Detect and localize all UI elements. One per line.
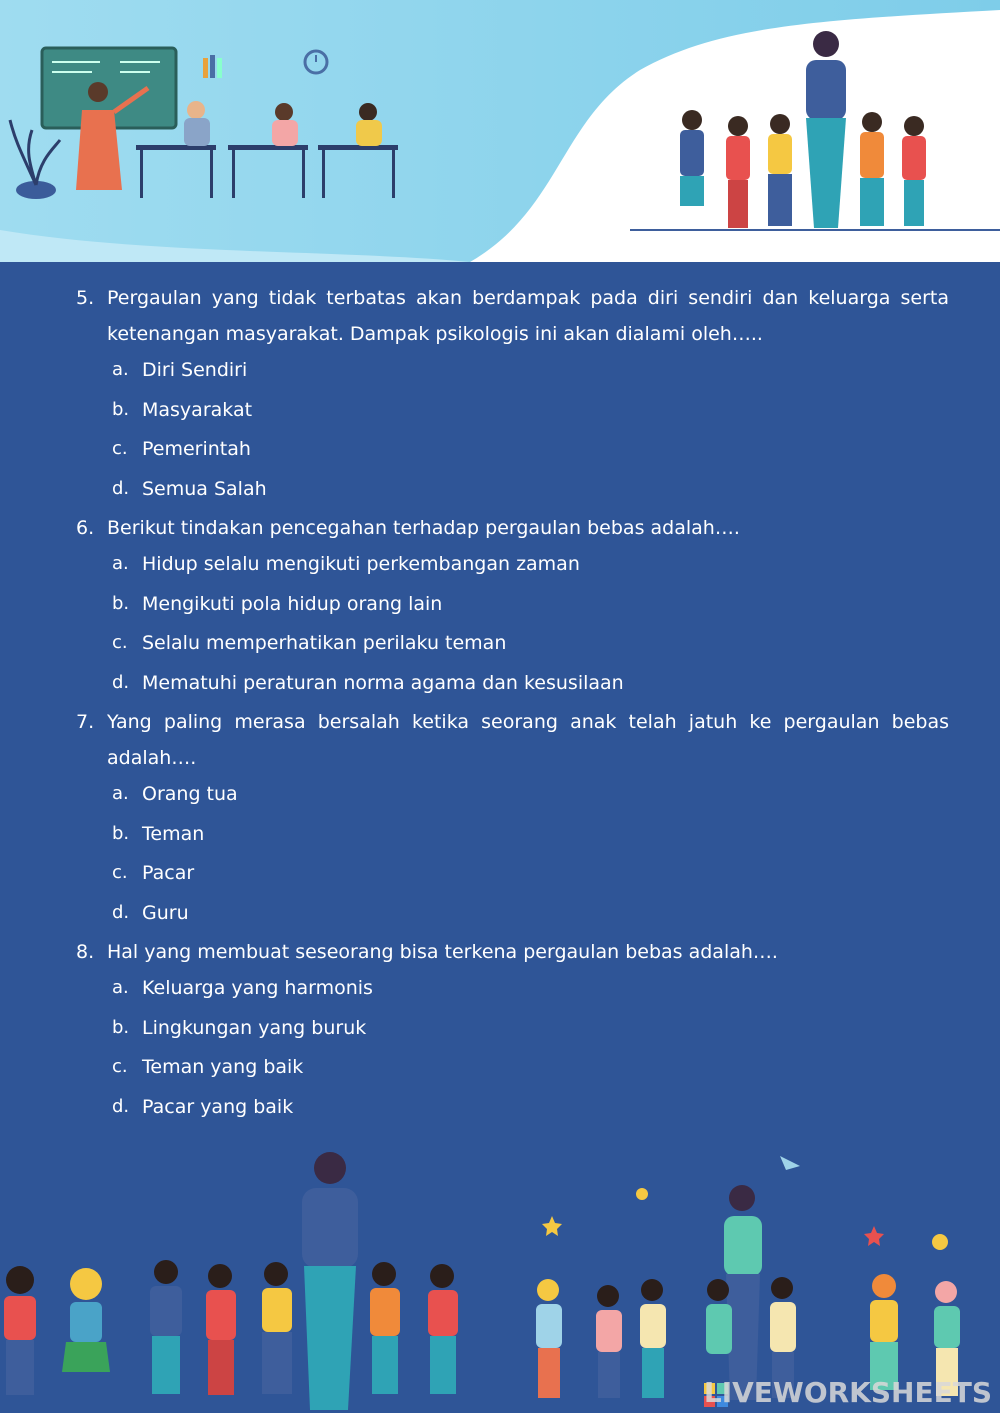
answer-option[interactable] [0, 816, 1000, 856]
option-text: Diri Sendiri [142, 359, 248, 381]
option-text: Teman yang baik [142, 1056, 304, 1078]
question-5 [0, 280, 1000, 510]
option-label: d. [112, 477, 130, 499]
answer-option[interactable] [0, 1049, 1000, 1089]
option-label: b. [112, 398, 130, 420]
option-label: c. [112, 438, 128, 459]
answer-option[interactable] [0, 855, 1000, 895]
answer-option[interactable] [0, 431, 1000, 471]
question-number: 5. [76, 287, 95, 309]
option-label: c. [112, 1056, 128, 1077]
question-7 [0, 704, 1000, 934]
option-label: b. [112, 592, 130, 614]
question-6 [0, 510, 1000, 704]
children-group-illustration [0, 1140, 1000, 1413]
option-text: Mengikuti pola hidup orang lain [142, 592, 443, 615]
question-list [0, 280, 1000, 1128]
answer-option[interactable] [0, 352, 1000, 392]
option-text: Guru [142, 901, 189, 924]
option-text: Mematuhi peraturan norma agama dan kesusilaan [142, 671, 624, 694]
answer-option[interactable] [0, 392, 1000, 432]
answer-option[interactable] [0, 776, 1000, 816]
question-text: Berikut tindakan pencegahan terhadap pergaulan bebas adalah…. [107, 517, 740, 539]
option-label: b. [112, 822, 130, 844]
option-text: Masyarakat [142, 398, 253, 421]
option-text: Semua Salah [142, 477, 267, 500]
answer-option[interactable] [0, 586, 1000, 626]
answer-option[interactable] [0, 1089, 1000, 1129]
answer-option[interactable] [0, 1010, 1000, 1050]
option-label: a. [112, 359, 129, 380]
header-illustration [0, 0, 1000, 262]
option-text: Teman [142, 822, 205, 845]
question-number: 7. [76, 711, 95, 733]
option-label: d. [112, 901, 130, 923]
classroom-illustration [0, 0, 1000, 262]
option-label: c. [112, 632, 128, 653]
option-label: b. [112, 1016, 130, 1038]
answer-option[interactable] [0, 895, 1000, 935]
option-label: d. [112, 671, 130, 693]
question-8 [0, 934, 1000, 1128]
footer-illustration [0, 1140, 1000, 1413]
question-text: Yang paling merasa bersalah ketika seorang anak telah jatuh ke pergaulan bebas adalah…. [107, 711, 949, 769]
answer-option[interactable] [0, 471, 1000, 511]
answer-option[interactable] [0, 546, 1000, 586]
option-text: Selalu memperhatikan perilaku teman [142, 632, 507, 654]
option-text: Pacar yang baik [142, 1095, 294, 1118]
option-label: c. [112, 862, 128, 883]
option-label: a. [112, 977, 129, 998]
option-text: Pacar [142, 862, 195, 884]
question-number: 6. [76, 517, 95, 539]
question-number: 8. [76, 941, 95, 963]
option-text: Pemerintah [142, 438, 251, 460]
option-text: Lingkungan yang buruk [142, 1016, 367, 1039]
answer-option[interactable] [0, 665, 1000, 705]
answer-option[interactable] [0, 625, 1000, 665]
option-label: d. [112, 1095, 130, 1117]
option-text: Hidup selalu mengikuti perkembangan zaman [142, 553, 580, 575]
option-text: Orang tua [142, 783, 238, 805]
question-text: Hal yang membuat seseorang bisa terkena pergaulan bebas adalah…. [107, 941, 778, 963]
answer-option[interactable] [0, 970, 1000, 1010]
option-label: a. [112, 783, 129, 804]
watermark-text: LIVEWORKSHEETS [703, 1376, 992, 1409]
option-label: a. [112, 553, 129, 574]
option-text: Keluarga yang harmonis [142, 977, 373, 999]
question-text: Pergaulan yang tidak terbatas akan berdampak pada diri sendiri dan keluarga serta ketenangan masyarakat. Dampak psikologis ini akan dialami oleh….. [107, 287, 949, 345]
